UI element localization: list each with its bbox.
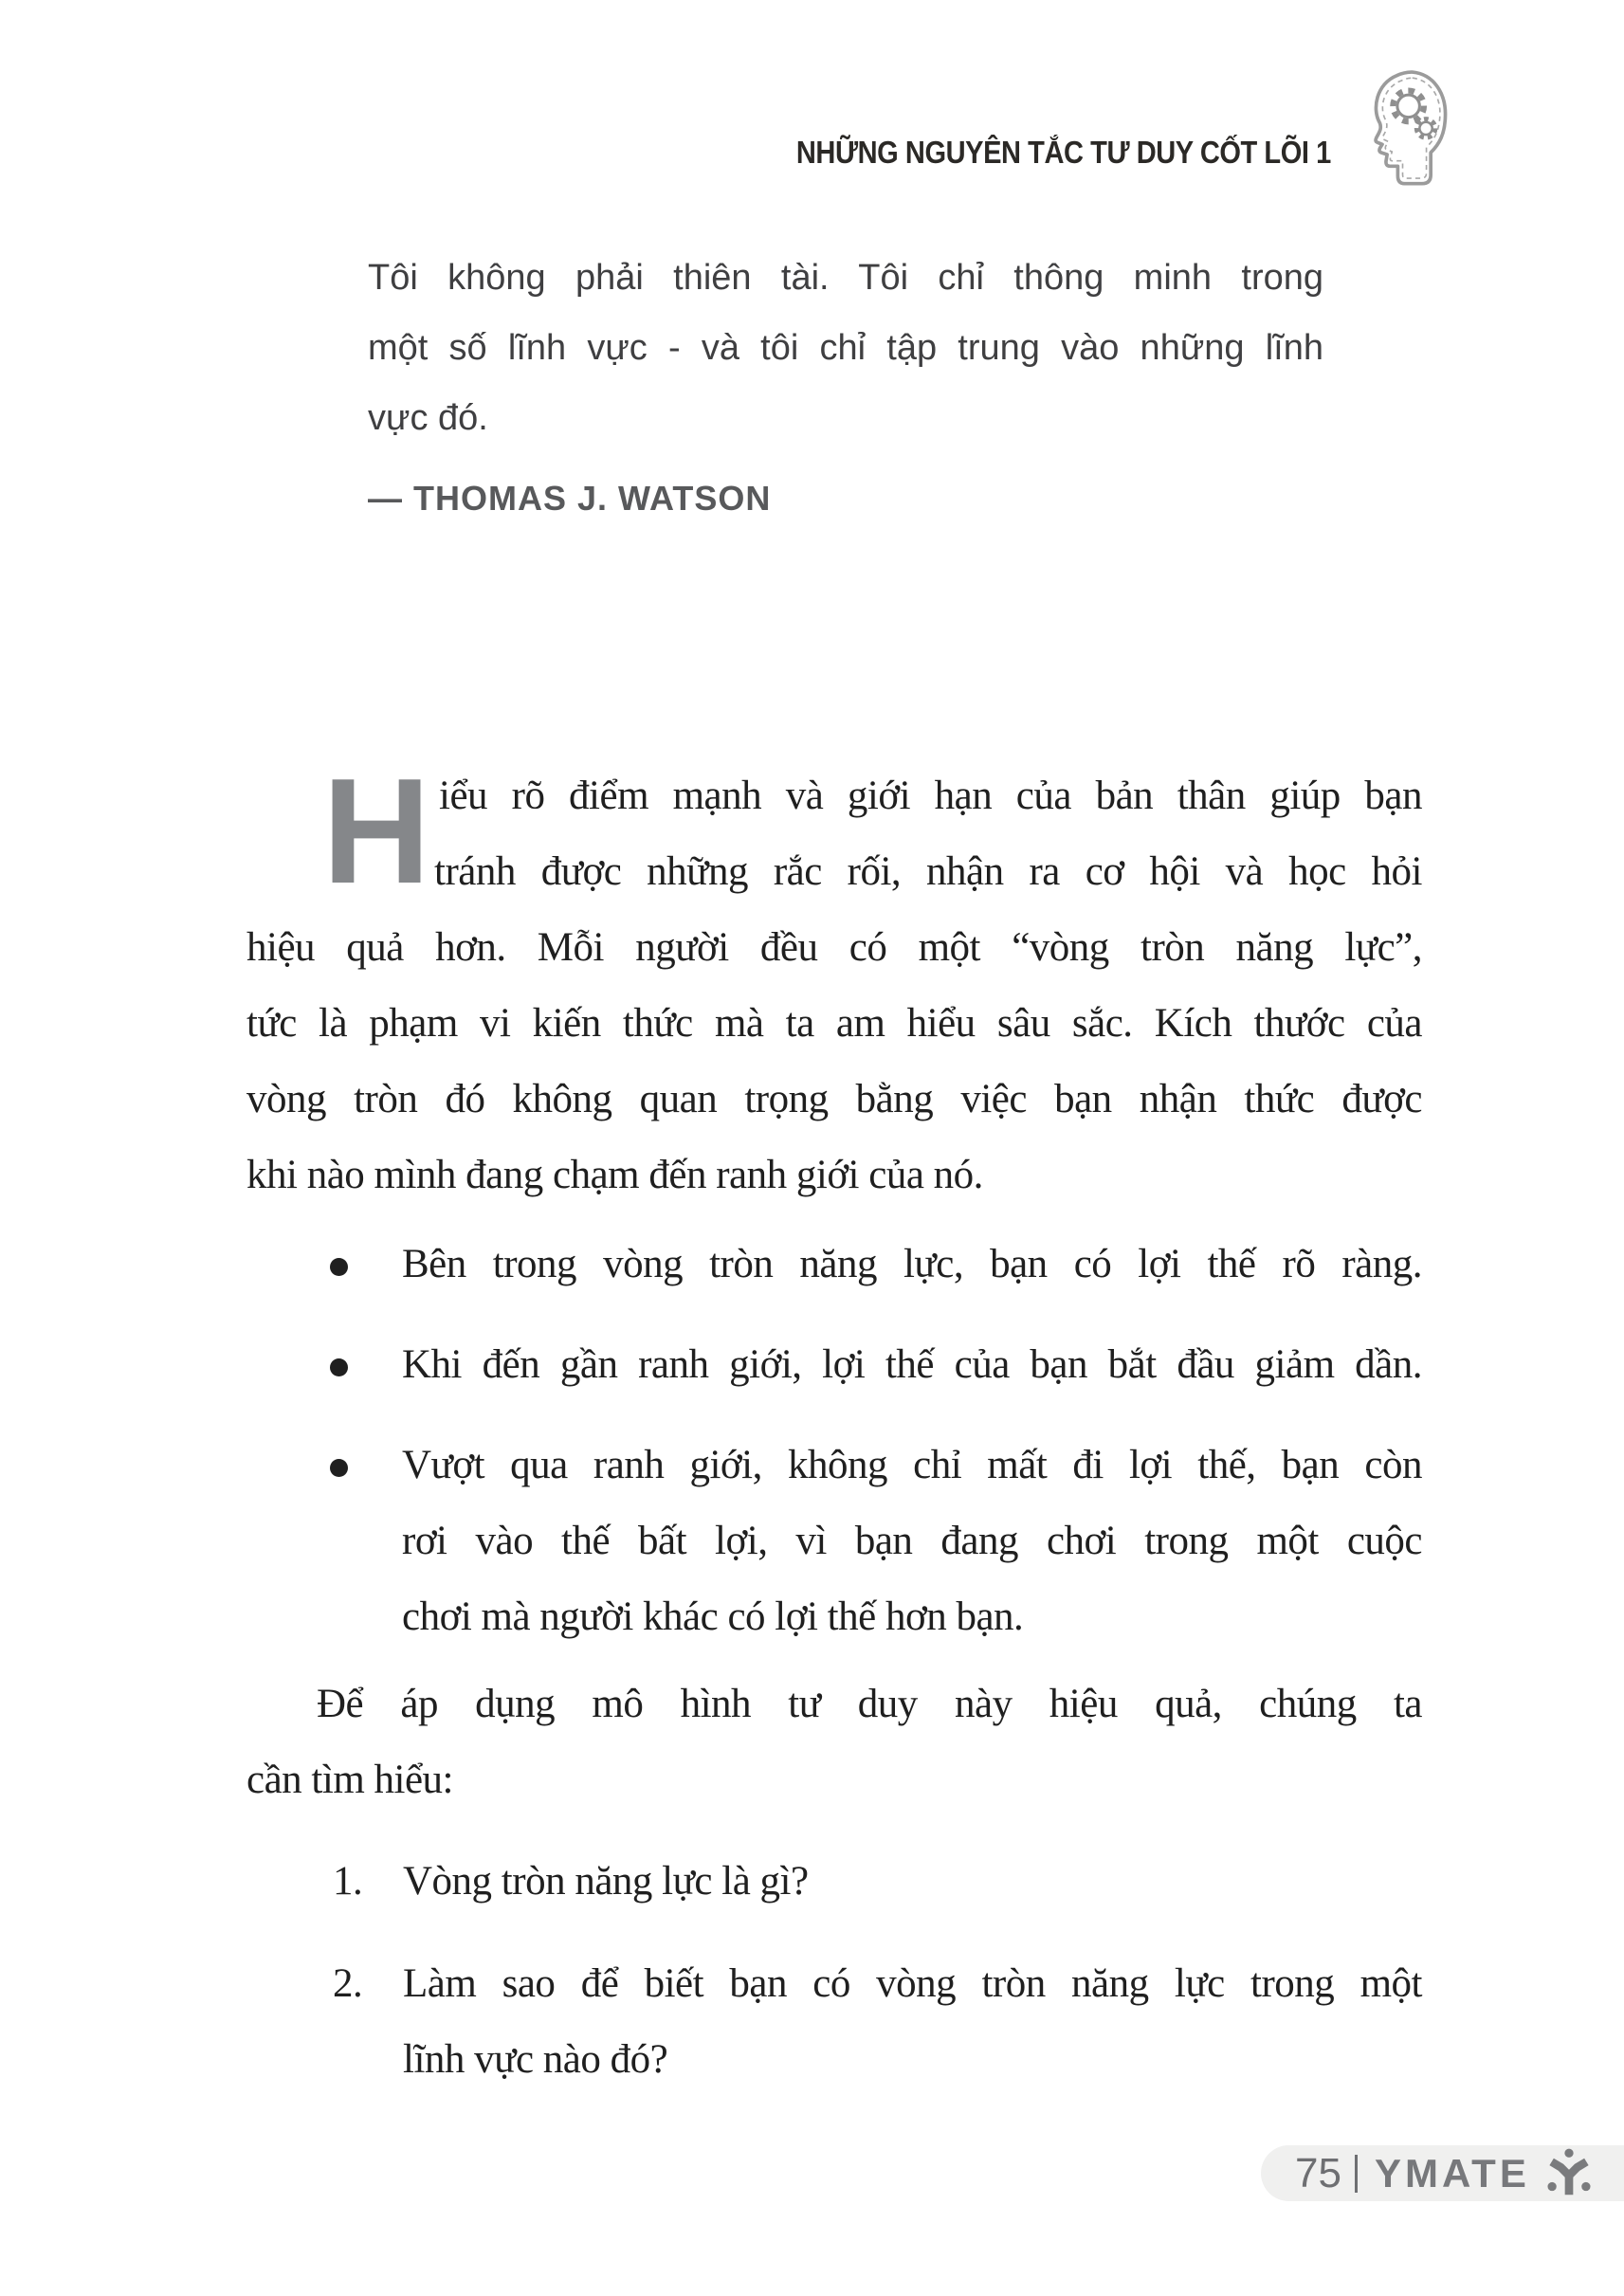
bullet-text: chơi mà người khác có lợi thế hơn bạn. bbox=[402, 1594, 1024, 1639]
paragraph-line: tức là phạm vi kiến thức mà ta am hiểu sâu sắc. Kích thước của bbox=[246, 1001, 1422, 1046]
paragraph-line: iểu rõ điểm mạnh và giới hạn của bản thân giúp bạn bbox=[439, 774, 1422, 818]
bullet-item bbox=[246, 1428, 1422, 1655]
quote-block bbox=[368, 243, 1323, 519]
paragraph-line: cần tìm hiểu: bbox=[246, 1758, 453, 1802]
drop-cap: H bbox=[322, 748, 430, 915]
footer-page-badge bbox=[1261, 2145, 1624, 2201]
paragraph-line: khi nào mình đang chạm đến ranh giới của nó. bbox=[246, 1153, 983, 1197]
paragraph-line: Để áp dụng mô hình tư duy này hiệu quả, chúng ta bbox=[317, 1682, 1422, 1726]
numbered-item bbox=[246, 1844, 1422, 1920]
bullet-icon bbox=[330, 1358, 348, 1376]
bullet-text: Khi đến gần ranh giới, lợi thế của bạn bắt đầu giảm dần. bbox=[402, 1342, 1422, 1387]
paragraph-line: vòng tròn đó không quan trọng bằng việc bạn nhận thức được bbox=[246, 1077, 1422, 1121]
numbered-text: Vòng tròn năng lực là gì? bbox=[403, 1859, 809, 1904]
bullet-item bbox=[246, 1327, 1422, 1403]
quote-line: vực đó. bbox=[368, 398, 488, 438]
numbered-item bbox=[246, 1946, 1422, 2098]
main-content bbox=[246, 748, 1422, 2098]
bullet-text: rơi vào thế bất lợi, vì bạn đang chơi trong một cuộc bbox=[402, 1519, 1422, 1563]
page-number: 75 bbox=[1295, 2149, 1341, 2196]
brand-name: YMATE bbox=[1374, 2150, 1530, 2196]
bullet-text: Bên trong vòng tròn năng lực, bạn có lợi thế rõ ràng. bbox=[402, 1242, 1422, 1286]
quote-line: một số lĩnh vực - và tôi chỉ tập trung vào những lĩnh bbox=[368, 328, 1323, 368]
paragraph bbox=[246, 1667, 1422, 1818]
quote-attribution: — THOMAS J. WATSON bbox=[368, 479, 772, 518]
footer-divider bbox=[1355, 2155, 1358, 2193]
paragraph-line: tránh được những rắc rối, nhận ra cơ hội và học hỏi bbox=[434, 849, 1422, 894]
chapter-header-title: NHỮNG NGUYÊN TẮC TƯ DUY CỐT LÕI 1 bbox=[796, 135, 1331, 170]
paragraph-line: hiệu quả hơn. Mỗi người đều có một “vòng tròn năng lực”, bbox=[246, 925, 1422, 970]
head-gears-icon bbox=[1353, 68, 1452, 196]
bullet-icon bbox=[330, 1258, 348, 1276]
numbered-list bbox=[246, 1844, 1422, 2098]
item-number: 2. bbox=[333, 1961, 363, 2006]
bullet-item bbox=[246, 1227, 1422, 1303]
bullet-icon bbox=[330, 1459, 348, 1477]
quote-line: Tôi không phải thiên tài. Tôi chỉ thông minh trong bbox=[368, 258, 1323, 298]
ymate-logo-icon bbox=[1542, 2146, 1597, 2201]
numbered-text: Làm sao để biết bạn có vòng tròn năng lực trong một bbox=[403, 1961, 1422, 2006]
numbered-text: lĩnh vực nào đó? bbox=[403, 2037, 668, 2082]
bullet-list bbox=[246, 1227, 1422, 1655]
item-number: 1. bbox=[333, 1859, 363, 1904]
bullet-text: Vượt qua ranh giới, không chỉ mất đi lợi thế, bạn còn bbox=[402, 1443, 1422, 1487]
